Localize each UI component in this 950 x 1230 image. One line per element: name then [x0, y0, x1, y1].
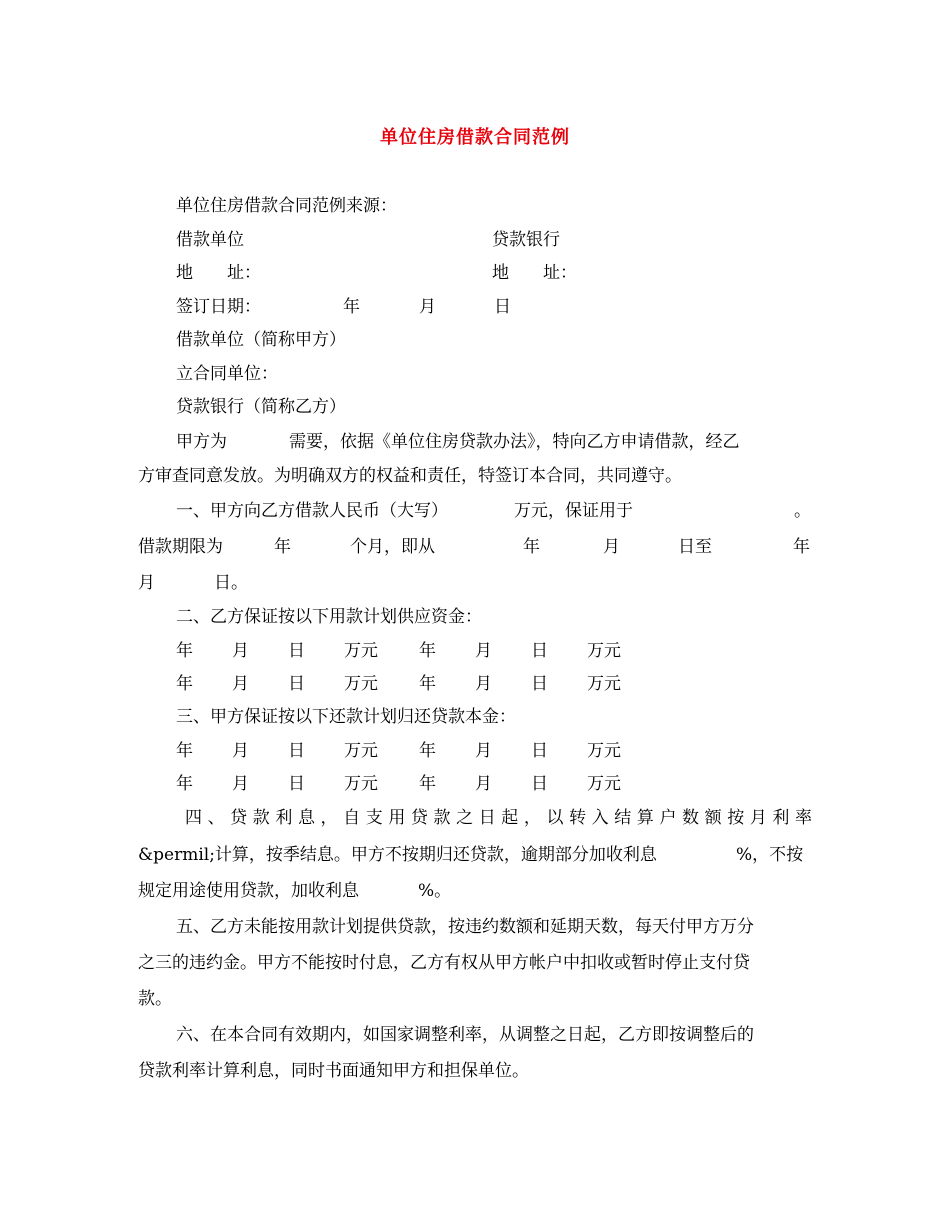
clause4-line-2b: %，不按 — [736, 845, 804, 865]
row-cell: 万元 — [587, 741, 621, 761]
clause6-line-2: 贷款利率计算利息，同时书面通知甲方和担保单位。 — [138, 1061, 529, 1081]
row-cell: 日 — [531, 741, 548, 761]
row-cell: 万元 — [587, 774, 621, 794]
date-label: 签订日期： — [176, 297, 261, 317]
clause4-line-3a: 规定用途使用贷款，加收利息 — [138, 881, 359, 901]
date-day: 日 — [494, 297, 511, 317]
clause1-line-2b: 年 — [274, 537, 291, 557]
clause1-line-2d: 年 — [523, 537, 540, 557]
address-a-label: 地 址： — [176, 263, 261, 283]
clause1-line-2f: 日至 — [678, 537, 712, 557]
row-cell: 月 — [232, 774, 249, 794]
row-cell: 月 — [232, 741, 249, 761]
row-cell: 年 — [176, 741, 193, 761]
row-cell: 月 — [475, 741, 492, 761]
row-cell: 日 — [288, 641, 305, 661]
row-cell: 月 — [475, 774, 492, 794]
row-cell: 月 — [475, 641, 492, 661]
party-a-line: 借款单位（简称甲方） — [176, 330, 346, 350]
date-month: 月 — [419, 297, 436, 317]
clause5-line-1: 五、乙方未能按用款计划提供贷款，按违约数额和延期天数，每天付甲方万分 — [176, 917, 754, 937]
row-cell: 万元 — [587, 641, 621, 661]
clause3-heading: 三、甲方保证按以下还款计划归还贷款本金： — [176, 707, 516, 727]
row-cell: 日 — [531, 641, 548, 661]
row-cell: 日 — [531, 674, 548, 694]
clause1-line-1a: 一、甲方向乙方借款人民币（大写） — [176, 501, 448, 521]
contract-unit-line: 立合同单位： — [176, 364, 278, 384]
party-b-line: 贷款银行（简称乙方） — [176, 397, 346, 417]
clause1-line-2e: 月 — [603, 537, 620, 557]
clause4-line-3b: %。 — [418, 881, 452, 901]
clause6-line-1: 六、在本合同有效期内，如国家调整利率，从调整之日起，乙方即按调整后的 — [176, 1025, 754, 1045]
row-cell: 万元 — [344, 741, 378, 761]
clause5-line-2: 之三的违约金。甲方不能按时付息，乙方有权从甲方帐户中扣收或暂时停止支付贷 — [138, 953, 750, 973]
clause1-line-1c: 。 — [794, 501, 811, 521]
row-cell: 年 — [419, 741, 436, 761]
row-cell: 万元 — [344, 641, 378, 661]
row-cell: 万元 — [587, 674, 621, 694]
row-cell: 月 — [232, 674, 249, 694]
row-cell: 年 — [176, 674, 193, 694]
clause1-line-2a: 借款期限为 — [138, 537, 223, 557]
address-b-label: 地 址： — [492, 263, 577, 283]
row-cell: 年 — [176, 641, 193, 661]
row-cell: 万元 — [344, 674, 378, 694]
borrower-label: 借款单位 — [176, 230, 244, 250]
row-cell: 日 — [531, 774, 548, 794]
row-cell: 月 — [475, 674, 492, 694]
clause4-line-2a: &permil;计算，按季结息。甲方不按期归还贷款，逾期部分加收利息 — [138, 845, 657, 865]
page-title: 单位住房借款合同范例 — [380, 127, 570, 148]
clause1-line-1b: 万元，保证用于 — [514, 501, 633, 521]
intro-line-1a: 甲方为 — [176, 432, 227, 452]
date-year: 年 — [343, 297, 360, 317]
clause1-line-3a: 月 — [138, 573, 155, 593]
row-cell: 日 — [288, 674, 305, 694]
clause1-line-3b: 日。 — [214, 573, 248, 593]
clause1-line-2g: 年 — [793, 537, 810, 557]
row-cell: 年 — [419, 774, 436, 794]
clause1-line-2c: 个月，即从 — [350, 537, 435, 557]
intro-line-2: 方审查同意发放。为明确双方的权益和责任，特签订本合同，共同遵守。 — [138, 466, 682, 486]
row-cell: 年 — [419, 641, 436, 661]
source-line: 单位住房借款合同范例来源： — [176, 196, 397, 216]
row-cell: 年 — [176, 774, 193, 794]
row-cell: 月 — [232, 641, 249, 661]
row-cell: 万元 — [344, 774, 378, 794]
lender-label: 贷款银行 — [492, 230, 560, 250]
clause5-line-3: 款。 — [138, 989, 172, 1009]
row-cell: 日 — [288, 741, 305, 761]
row-cell: 年 — [419, 674, 436, 694]
intro-line-1b: 需要，依据《单位住房贷款办法》，特向乙方申请借款，经乙 — [289, 432, 740, 452]
clause2-heading: 二、乙方保证按以下用款计划供应资金： — [176, 607, 482, 627]
clause4-line-1: 四、贷款利息，自支用贷款之日起，以转入结算户数额按月利率 — [185, 808, 812, 828]
row-cell: 日 — [288, 774, 305, 794]
